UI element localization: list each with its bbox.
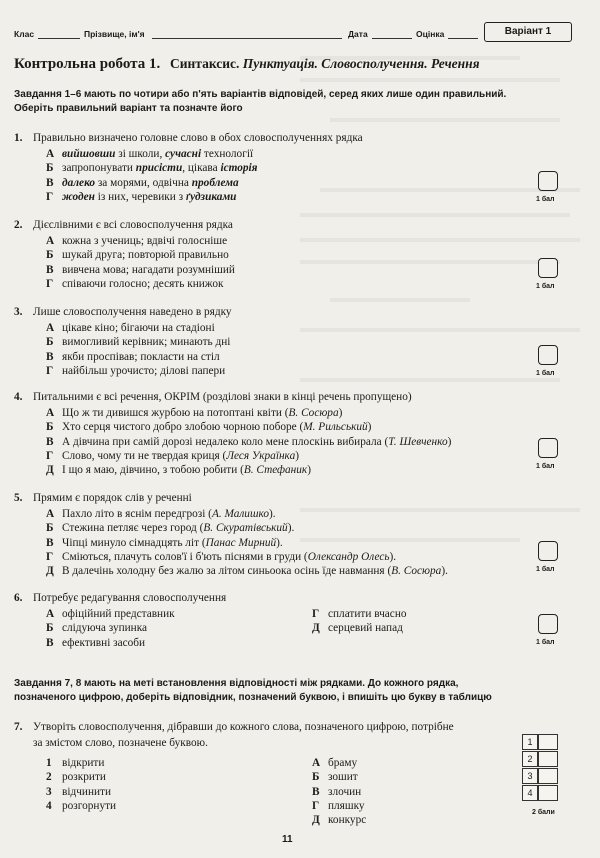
item-text: розгорнути xyxy=(62,799,117,812)
page-number: 11 xyxy=(282,834,293,845)
option-text-part: шукай друга; повторюй правильно xyxy=(62,249,229,262)
option-letter: Г xyxy=(46,277,54,290)
option-text[interactable]: ефективні засоби xyxy=(62,636,146,649)
option-text-part: цікаве кіно; бігаючи на стадіоні xyxy=(62,322,215,334)
option-letter: Б xyxy=(46,421,54,434)
answer-box-6[interactable] xyxy=(538,614,558,634)
question-text: Прямим є порядок слів у реченні xyxy=(33,492,192,504)
variant-badge: Варіант 1 xyxy=(484,22,572,42)
option-text-part: Чіпці минуло сімнадцять літ ( xyxy=(62,536,206,549)
option-text[interactable] xyxy=(62,277,223,291)
option-letter: Г xyxy=(312,799,320,812)
option-text-part: Т. Шевченко xyxy=(388,435,448,448)
question-number: 1. xyxy=(14,132,23,144)
table-row-number: 1 xyxy=(522,734,538,750)
option-letter: Б xyxy=(46,249,54,262)
question-text: Потребує редагування словосполучення xyxy=(33,592,227,604)
question-text: Дієслівними є всі словосполучення рядка xyxy=(33,219,233,231)
option-text-part: найбільш урочисто; ділові папери xyxy=(62,364,226,377)
option-letter: Г xyxy=(312,608,320,620)
option-text[interactable] xyxy=(62,364,225,378)
option-letter: Д xyxy=(312,814,320,827)
option-text: конкурс xyxy=(328,814,367,827)
header xyxy=(14,22,586,42)
option-text-part: зі школи, xyxy=(115,148,166,160)
option-text[interactable] xyxy=(62,335,230,349)
table-row-number: 4 xyxy=(522,785,538,801)
option-letter: Б xyxy=(46,336,54,349)
option-text-part: М. Рильський xyxy=(303,421,368,434)
option-text-part: Що ж ти дивишся журбою на потоптані квіти ( xyxy=(62,407,289,419)
question-7 xyxy=(14,720,574,827)
option-text-part: В далечінь холодну без жалю за літом синьоока осінь їде навмання ( xyxy=(62,565,392,578)
option-text[interactable] xyxy=(62,406,342,420)
option-text[interactable] xyxy=(62,350,220,364)
option-letter: Г xyxy=(46,364,54,377)
option-text-part: ) xyxy=(295,449,299,462)
option-text-part: В. Скуратівський xyxy=(203,522,288,535)
option-text-part: ) xyxy=(367,421,372,434)
option-text[interactable] xyxy=(62,449,299,463)
option-text-part: А. Малишко xyxy=(211,508,269,520)
option-text-part: проблема xyxy=(191,176,239,189)
title-topic xyxy=(170,56,480,71)
option-text[interactable] xyxy=(62,521,294,535)
option-text-part: співаючи голосно; десять книжок xyxy=(62,277,224,290)
option-text[interactable] xyxy=(62,435,451,449)
instruction-line: позначеного цифрою, доберіть відповідник, позначений буквою, і впишіть цю букву в таблицю xyxy=(14,691,492,703)
option-text[interactable] xyxy=(62,248,229,262)
option-text-part: ґудзиками xyxy=(185,190,237,203)
option-text[interactable] xyxy=(62,263,235,277)
option-text-part: В. Сосюра xyxy=(288,407,339,419)
question-3 xyxy=(14,305,574,378)
option-text-part: із них, черевики з xyxy=(94,190,186,203)
option-text[interactable]: офіційний представник xyxy=(62,608,175,620)
option-text-part: ) xyxy=(447,435,452,448)
option-text-part: ). xyxy=(276,536,283,549)
item-number: 4 xyxy=(46,799,52,812)
item-text: розкрити xyxy=(62,771,106,784)
answer-box-1[interactable] xyxy=(538,171,558,191)
answer-cell-1[interactable] xyxy=(538,734,558,750)
question-number: 2. xyxy=(14,219,23,231)
option-text[interactable] xyxy=(62,564,448,578)
class-field[interactable] xyxy=(38,38,80,39)
score-label-1: 1 бал xyxy=(536,196,555,203)
question-number: 5. xyxy=(14,492,23,504)
option-letter: В xyxy=(46,350,54,363)
name-field[interactable] xyxy=(152,38,342,39)
option-text-part: вивчена мова; нагадати розумніший xyxy=(62,263,235,276)
option-text[interactable] xyxy=(62,147,253,161)
title-topic-prefix: Синтаксис. xyxy=(169,56,240,71)
option-text-part: Панас Мирний xyxy=(205,536,277,549)
option-text-part: вийшовши xyxy=(62,148,116,160)
option-text-part: І що я маю, дівчино, з тобою робити ( xyxy=(62,464,244,477)
option-text-part: Пахло літо в яснім передгрозі ( xyxy=(62,508,212,520)
option-text[interactable] xyxy=(62,161,257,175)
option-text-part: вимогливий керівник; минають дні xyxy=(62,336,231,349)
option-letter: А xyxy=(46,508,55,520)
option-letter: А xyxy=(312,757,321,769)
score-label-2: 1 бал xyxy=(536,283,555,290)
question-text: за змістом слово, позначене буквою. xyxy=(33,737,208,749)
instruction-line: Оберіть правильний варіант та позначте його xyxy=(14,102,243,114)
option-letter: А xyxy=(46,235,55,247)
option-letter: Д xyxy=(312,622,320,635)
question-5 xyxy=(14,491,574,578)
option-text-part: Хто серця чистого добро злобою чорною поборе ( xyxy=(62,421,304,434)
answer-cell-4[interactable] xyxy=(538,785,558,801)
option-text: злочин xyxy=(328,785,362,798)
question-1 xyxy=(14,131,574,204)
class-label: Клас xyxy=(14,29,35,39)
option-text[interactable] xyxy=(62,190,236,204)
answer-box-4[interactable] xyxy=(538,438,558,458)
option-letter: Б xyxy=(312,771,320,784)
option-text-part: технології xyxy=(201,148,254,160)
option-text: браму xyxy=(328,757,358,769)
score-label-6: 1 бал xyxy=(536,639,555,646)
option-text-part: В. Стефаник xyxy=(243,464,308,477)
option-letter: А xyxy=(46,407,55,419)
option-text[interactable] xyxy=(62,234,227,248)
question-number: 7. xyxy=(14,721,23,733)
option-text-part: Олександр Олесь xyxy=(307,550,390,563)
answer-box-3[interactable] xyxy=(538,345,558,365)
item-text: відчинити xyxy=(62,785,112,798)
option-letter: Г xyxy=(46,449,54,462)
option-letter: В xyxy=(312,785,320,798)
option-text[interactable] xyxy=(62,463,311,477)
option-letter: В xyxy=(46,263,54,276)
option-text-part: сучасні xyxy=(165,148,202,160)
option-text-part: Слово, чому ти не твердая криця ( xyxy=(62,449,227,462)
question-text: Утворіть словосполучення, дібравши до кожного слова, позначеного цифрою, потрібне xyxy=(33,721,454,733)
option-letter: Д xyxy=(46,565,54,578)
option-text-part: Сміються, плачуть солов'ї і б'ють піснями в груди ( xyxy=(62,550,308,563)
option-text-part: ) xyxy=(307,464,311,477)
option-letter: Г xyxy=(46,190,54,203)
page-title xyxy=(14,56,586,73)
question-number: 6. xyxy=(14,592,23,604)
option-text[interactable] xyxy=(62,321,215,335)
option-letter: В xyxy=(46,636,54,649)
option-letter: Б xyxy=(46,622,54,635)
score-label-5: 1 бал xyxy=(536,566,555,573)
option-letter: Б xyxy=(46,162,54,175)
table-row-number: 2 xyxy=(522,751,538,767)
table-row-number: 3 xyxy=(522,768,538,784)
option-text[interactable]: серцевий напад xyxy=(328,622,403,635)
option-letter: А xyxy=(46,322,55,334)
option-text[interactable]: слідуюча зупинка xyxy=(62,622,148,635)
question-number: 4. xyxy=(14,391,23,403)
option-letter: Б xyxy=(46,522,54,535)
option-text-part: В. Сосюра xyxy=(391,565,442,578)
name-label: Прізвище, ім'я xyxy=(84,29,145,39)
answer-matching-table xyxy=(522,733,562,801)
option-text-part: Леся Українка xyxy=(226,449,296,462)
answer-box-2[interactable] xyxy=(538,258,558,278)
option-text-part: історія xyxy=(220,162,258,175)
question-6 xyxy=(14,591,574,650)
question-4 xyxy=(14,390,574,477)
date-field[interactable] xyxy=(372,38,412,39)
option-text[interactable] xyxy=(62,507,276,521)
item-number: 3 xyxy=(46,785,52,798)
option-text: пляшку xyxy=(328,799,365,812)
instruction-line: Завдання 7, 8 мають на меті встановлення відповідності між рядками. До кожного рядка, xyxy=(14,678,459,689)
option-letter: Г xyxy=(46,550,54,563)
option-text-part: далеко xyxy=(62,176,96,189)
option-text-part: ). xyxy=(441,565,448,578)
question-text: Питальними є всі речення, ОКРІМ (розділові знаки в кінці речень пропущено) xyxy=(33,391,412,403)
grade-label: Оцінка xyxy=(416,29,445,39)
option-letter: В xyxy=(46,176,54,189)
option-text-part: ). xyxy=(287,522,295,535)
score-label-3: 1 бал xyxy=(536,370,555,377)
title-topic-rest: Пунктуація. Словосполучення. Речення xyxy=(242,56,480,71)
option-text[interactable] xyxy=(62,536,283,550)
option-text-part: жоден xyxy=(62,190,95,203)
option-text-part: ). xyxy=(389,550,397,563)
answer-box-5[interactable] xyxy=(538,541,558,561)
option-text-part: присісти xyxy=(135,162,183,175)
question-2 xyxy=(14,218,574,291)
grade-field[interactable] xyxy=(448,38,478,39)
option-letter: В xyxy=(46,536,54,549)
score-label-7: 2 бали xyxy=(532,809,555,816)
instruction-block-1 xyxy=(14,88,534,115)
option-text-part: ) xyxy=(338,407,343,419)
question-text: Правильно визначено головне слово в обох словосполученнях рядка xyxy=(33,132,363,144)
title-main: Контрольна робота 1. xyxy=(14,56,161,72)
option-text[interactable]: сплатити вчасно xyxy=(328,608,407,620)
option-text[interactable] xyxy=(62,420,371,434)
option-text: зошит xyxy=(328,771,358,784)
item-text: відкрити xyxy=(62,757,105,769)
date-label: Дата xyxy=(348,29,368,39)
option-letter: А xyxy=(46,148,55,160)
question-number: 3. xyxy=(14,306,23,318)
option-text-part: запропонувати xyxy=(62,162,136,175)
answer-cell-2[interactable] xyxy=(538,751,558,767)
instruction-block-2 xyxy=(14,677,554,704)
option-text-part: Стежина петляє через город ( xyxy=(62,522,204,535)
option-text-part: А дівчина при самій дорозі недалеко коло мене плоскінь вибирала ( xyxy=(62,435,389,448)
option-text-part: ). xyxy=(269,508,276,520)
score-label-4: 1 бал xyxy=(536,463,555,470)
answer-cell-3[interactable] xyxy=(538,768,558,784)
option-letter: В xyxy=(46,435,54,448)
option-text-part: якби проспівав; покласти на стіл xyxy=(62,350,220,363)
option-text-part: за морями, одвічна xyxy=(95,176,192,189)
question-text: Лише словосполучення наведено в рядку xyxy=(33,306,232,318)
option-text-part: кожна з учениць; вдвічі голосніше xyxy=(62,235,228,247)
instruction-line: Завдання 1–6 мають по чотири або п'ять варіантів відповідей, серед яких лише один правильний. xyxy=(14,89,507,100)
option-text-part: , цікава xyxy=(182,162,221,175)
option-letter: Д xyxy=(46,464,54,477)
item-number: 1 xyxy=(46,757,52,769)
item-number: 2 xyxy=(46,771,52,784)
option-text[interactable] xyxy=(62,550,396,564)
option-text[interactable] xyxy=(62,176,239,190)
option-letter: А xyxy=(46,608,55,620)
